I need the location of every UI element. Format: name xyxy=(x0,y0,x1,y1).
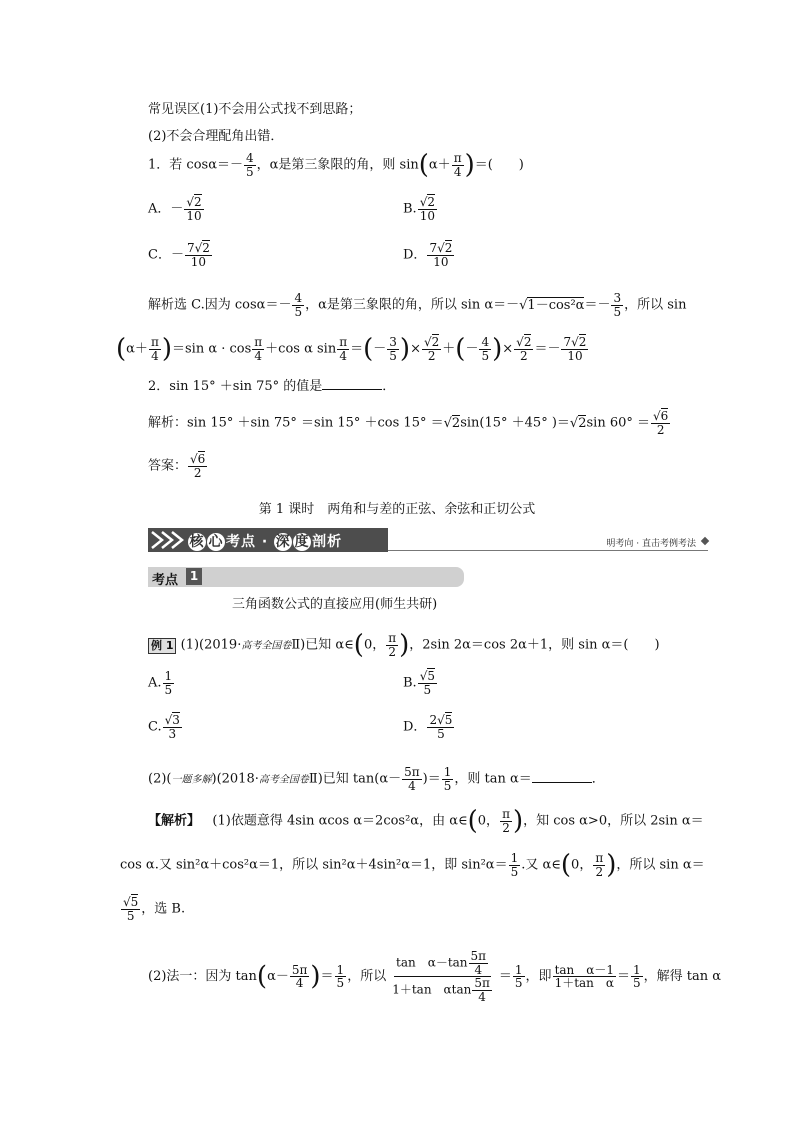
section-banner xyxy=(148,528,708,552)
intro-line-2: (2)不会合理配角出错． xyxy=(148,129,284,144)
ex1-option-a: A. $\frac{1}{5}$ xyxy=(148,669,173,697)
solution-2: 解析：sin 15° ＋sin 75° ＝sin 15° ＋cos 15° ＝√ 2sin(15° ＋45° )＝√ 2sin 60° ＝ √ $\frac{6}{2}$ xyxy=(148,410,671,436)
diamond-icon xyxy=(701,537,709,545)
q1-option-d: D． $\frac{7√ 2}{10}$ xyxy=(403,242,455,268)
lesson-title: 第 1 课时 两角和与差的正弦、余弦和正切公式 xyxy=(258,502,536,517)
banner-title: 核 心 考点 · 深 度 剖析 xyxy=(189,534,343,550)
answer-2: 答案： √ $\frac{6}{2}$ xyxy=(148,453,208,479)
kaodian-title: 三角函数公式的直接应用(师生共研) xyxy=(232,597,438,612)
example-solution-line-2: cos α.又 sin²α＋cos²α＝1，所以 sin²α＋4sin²α＝1，即 sin²α＝ $\frac{1}{5}$ .又 α∈(0， $\frac{\pi}{2}$ )，所以 sin α＝ xyxy=(120,850,705,881)
question-1: 1．若 cosα＝－ $\frac{4}{5}$ ，α是第三象限的角，则 sin(α＋ $\frac{\pi}{4}$ )＝( ) xyxy=(148,150,524,181)
kaodian-header: 考点 1 xyxy=(148,567,464,587)
q1-option-b: B. √ $\frac{2}{10}$ xyxy=(403,196,438,222)
q1-option-c: C．－ $\frac{7√ 2}{10}$ xyxy=(148,242,213,268)
solution-1-line-1: 解析选 C.因为 cosα＝－ $\frac{4}{5}$ ，α是第三象限的角，所以 sin α＝－√ 1－cos²α＝－ $\frac{3}{5}$ ，所以 sin xyxy=(148,292,686,318)
chevrons-icon xyxy=(150,530,186,550)
question-2: 2．sin 15° ＋sin 75° 的值是 ． xyxy=(148,379,396,394)
intro-line-1: 常见误区(1)不会用公式找不到思路； xyxy=(148,102,362,117)
example-solution-line-4: (2)法一：因为 tan(α－ $\frac{5\pi}{4}$ )＝ $\frac{1}{5}$ ，所以 tan α－tan $\frac{5\pi}{4}$ 1＋tan αtan $\frac{5\pi}{4}$ ＝ $\frac{1}{5}$ ，即 $\frac{\text{tan α－1}}{\text{1＋tan α}}$ ＝ $\frac{1}{5}$ ，解得 tan α xyxy=(148,949,722,1004)
ex1-option-b: B. √ $\frac{5}{5}$ xyxy=(403,670,438,696)
example-1-part-2: (2)(一题多解)(2018·高考全国卷Ⅱ)已知 tan(α－ $\frac{5\pi}{4}$ )＝ $\frac{1}{5}$ ，则 tan α＝ ． xyxy=(148,765,605,793)
banner-rule xyxy=(388,550,708,551)
example-1: 例 1 (1)(2019·高考全国卷Ⅱ)已知 α∈(0， $\frac{\pi}{2}$ )，2sin 2α＝cos 2α＋1，则 sin α＝( ) xyxy=(148,632,660,658)
example-solution-line-3: √ $\frac{5}{5}$ ，选 B. xyxy=(120,896,185,922)
solution-1-line-2: (α＋ $\frac{\pi}{4}$ )＝sin α · cos $\frac{\pi}{4}$ ＋cos α sin $\frac{\pi}{4}$ ＝(－ $\frac{3}{5}$ )× √ $\frac{2}{2}$ ＋(－ $\frac{4}{5}$ )× √ $\frac{2}{2}$ ＝－ $\frac{7√ 2}{10}$ xyxy=(116,336,589,362)
ex1-option-c: C. √ $\frac{3}{3}$ xyxy=(148,714,183,740)
example-solution-line-1: 【解析】 (1)依题意得 4sin αcos α＝2cos²α，由 α∈(0， $\frac{\pi}{2}$ )，知 cos α>0，所以 2sin α＝ xyxy=(148,806,704,837)
q1-option-a: A．－ √ $\frac{2}{10}$ xyxy=(148,196,205,222)
banner-subtitle: 明考向 · 直击考例考法 xyxy=(606,539,696,549)
ex1-option-d: D． $\frac{2√ 5}{5}$ xyxy=(403,714,455,740)
